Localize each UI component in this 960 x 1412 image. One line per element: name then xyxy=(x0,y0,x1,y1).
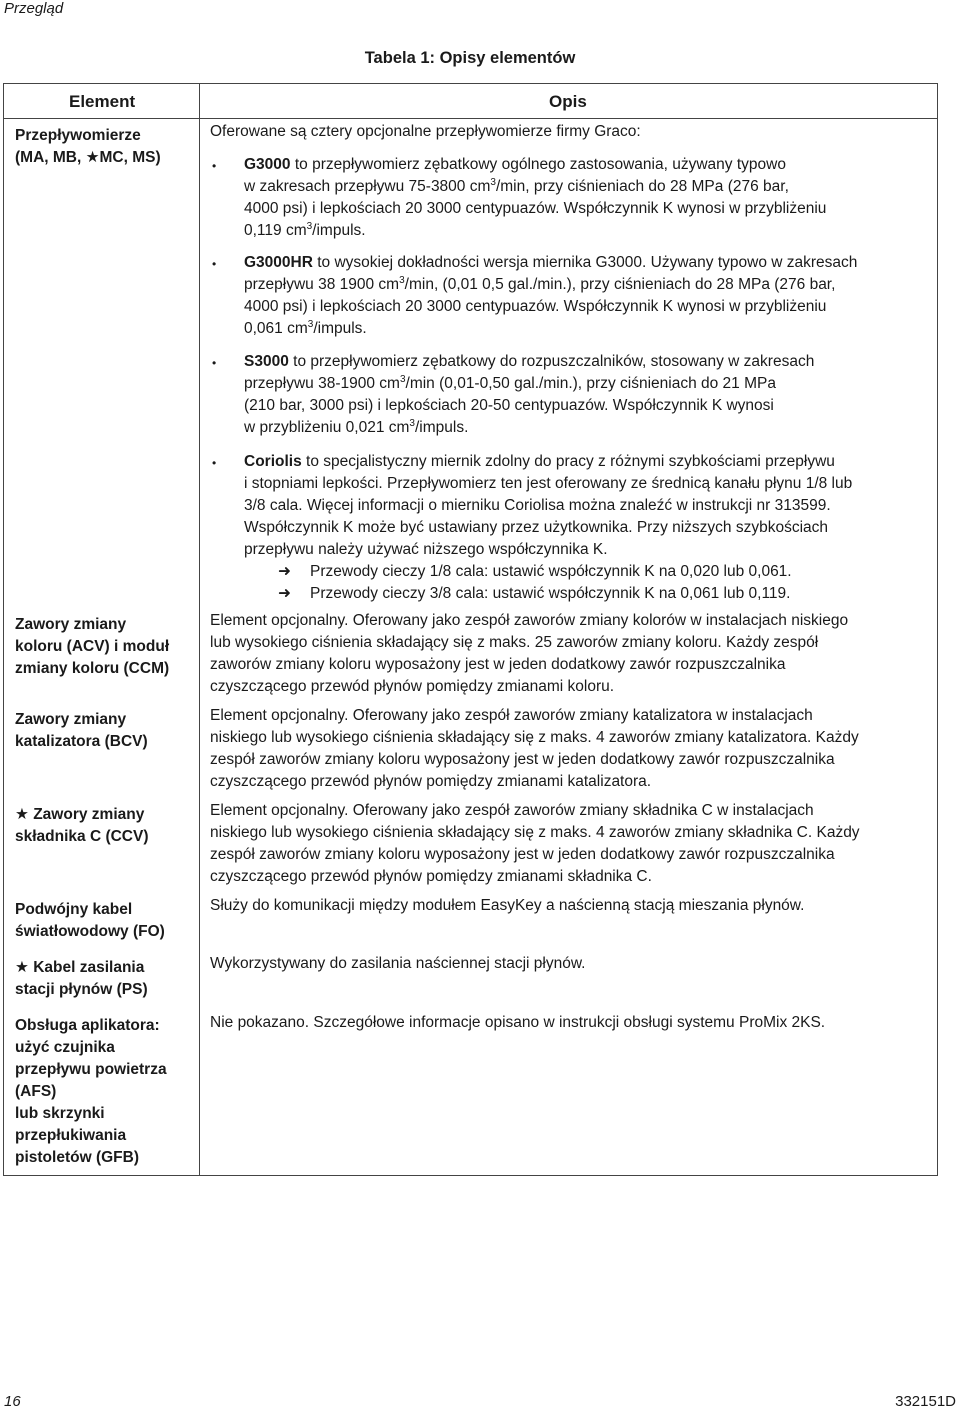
element-fo: Podwójny kabel światłowodowy (FO) xyxy=(15,901,165,940)
coriolis-note-2: ➜ Przewody cieczy 3/8 cala: ustawić współczynnik K na 0,061 lub 0,119. xyxy=(278,583,928,605)
arrow-right-icon: ➜ xyxy=(278,563,291,580)
meter-s3000: S3000 to przepływomierz zębatkowy do rozpuszczalników, stosowany w zakresach przepływu 38-1900 $cm^3/\min$ (0,01-0,50 gal./min.), przy ciśnieniach do 21 MPa (210 bar, 3000 psi) i lepkościach 20-50 centypuazów. Współczynnik K wynosi w przybliżeniu 0,021 $cm^3$/impuls. xyxy=(244,353,815,436)
document-number: 332151D xyxy=(895,1393,956,1410)
elements-table xyxy=(3,83,938,1176)
element-meters: Przepływomierze (MA, MB, ★MC, MS) xyxy=(15,127,161,166)
bullet-icon: • xyxy=(212,356,217,370)
meter-coriolis: Coriolis to specjalistyczny miernik zdolny do pracy z różnymi szybkościami przepływu i stopniami lepkości. Przepływomierz ten jest oferowany ze średnicą kanału płynu 1/8 lub 3/8 cala. Więcej informacji o mierniku Coriolisa można znaleźć w instrukcji nr 313599. Współczynnik K może być ustawiany przez użytkownika. Przy niższych szybkościach przepływu należy używać niższego współczynnika K. xyxy=(244,453,853,558)
section-header: Przegląd xyxy=(4,0,64,17)
description-ccv: Element opcjonalny. Oferowany jako zespół zaworów zmiany składnika C w instalacjach niskiego lub wysokiego ciśnienia składający się z maks. 4 zaworów zmiany składnika C. Każdy zespół zaworów zmiany koloru wyposażony jest w jeden dodatkowy zawór rozpuszczalnika czyszczącego przewód płynów pomiędzy zmianami składnika C. xyxy=(210,802,860,885)
table-caption: Tabela 1: Opisy elementów xyxy=(364,49,576,67)
page-number: 16 xyxy=(4,1393,21,1410)
element-afs: Obsługa aplikatora: użyć czujnika przepływu powietrza (AFS) lub skrzynki przepłukiwania pistoletów (GFB) xyxy=(15,1017,167,1166)
column-header-description: Opis xyxy=(549,92,587,111)
meters-intro: Oferowane są cztery opcjonalne przepływomierze firmy Graco: xyxy=(210,123,641,140)
bullet-icon: • xyxy=(212,257,217,271)
description-afs: Nie pokazano. Szczegółowe informacje opisano w instrukcji obsługi systemu ProMix 2KS. xyxy=(210,1014,826,1031)
element-ccv: ★ Zawory zmiany składnika C (CCV) xyxy=(15,806,149,845)
arrow-right-icon: ➜ xyxy=(278,585,291,602)
description-acv: Element opcjonalny. Oferowany jako zespół zaworów zmiany kolorów w instalacjach niskiego lub wysokiego ciśnienia składający się z maks. 25 zaworów zmiany koloru. Każdy zespół zaworów zmiany koloru wyposażony jest w jeden dodatkowy zawór rozpuszczalnika czyszczącego przewód płynów pomiędzy zmianami koloru. xyxy=(210,612,849,695)
element-ps: ★ Kabel zasilania stacji płynów (PS) xyxy=(15,959,148,998)
meter-g3000: G3000 to przepływomierz zębatkowy ogólnego zastosowania, używany typowo w zakresach przepływu 75-3800 $cm^3/\min$, przy ciśnieniach do 28 MPa (276 bar, 4000 psi) i lepkościach 20 3000 centypuazów. Współczynnik K wynosi w przybliżeniu 0,119 $cm^3$/impuls. xyxy=(244,156,827,239)
description-ps: Wykorzystywany do zasilania naściennej stacji płynów. xyxy=(210,955,586,972)
description-bcv: Element opcjonalny. Oferowany jako zespół zaworów zmiany katalizatora w instalacjach niskiego lub wysokiego ciśnienia składający się z maks. 4 zaworów zmiany katalizatora. Każdy zespół zaworów zmiany koloru wyposażony jest w jeden dodatkowy zawór rozpuszczalnika czyszczącego przewód płynów pomiędzy zmianami katalizatora. xyxy=(210,707,859,790)
column-divider xyxy=(199,84,200,1175)
star-icon: ★ xyxy=(85,149,100,166)
element-acv: Zawory zmiany koloru (ACV) i moduł zmiany koloru (CCM) xyxy=(15,616,170,677)
description-fo: Służy do komunikacji między modułem EasyKey a naścienną stacją mieszania płynów. xyxy=(210,897,805,914)
element-bcv: Zawory zmiany katalizatora (BCV) xyxy=(15,711,148,750)
coriolis-note-1: ➜ Przewody cieczy 1/8 cala: ustawić współczynnik K na 0,020 lub 0,061. xyxy=(278,561,928,583)
meter-g3000hr: G3000HR to wysokiej dokładności wersja miernika G3000. Używany typowo w zakresach przepływu 38 1900 $cm^3/\min$, (0,01 0,5 gal./min.), przy ciśnieniach do 28 MPa (276 bar, 4000 psi) i lepkościach 20 3000 centypuazów. Współczynnik K wynosi w przybliżeniu 0,061 $cm^3$/impuls. xyxy=(244,254,858,337)
star-icon: ★ xyxy=(15,959,29,976)
bullet-icon: • xyxy=(212,159,217,173)
header-divider xyxy=(4,118,937,119)
column-header-element: Element xyxy=(69,92,136,111)
bullet-icon: • xyxy=(212,456,217,470)
star-icon: ★ xyxy=(15,806,29,823)
